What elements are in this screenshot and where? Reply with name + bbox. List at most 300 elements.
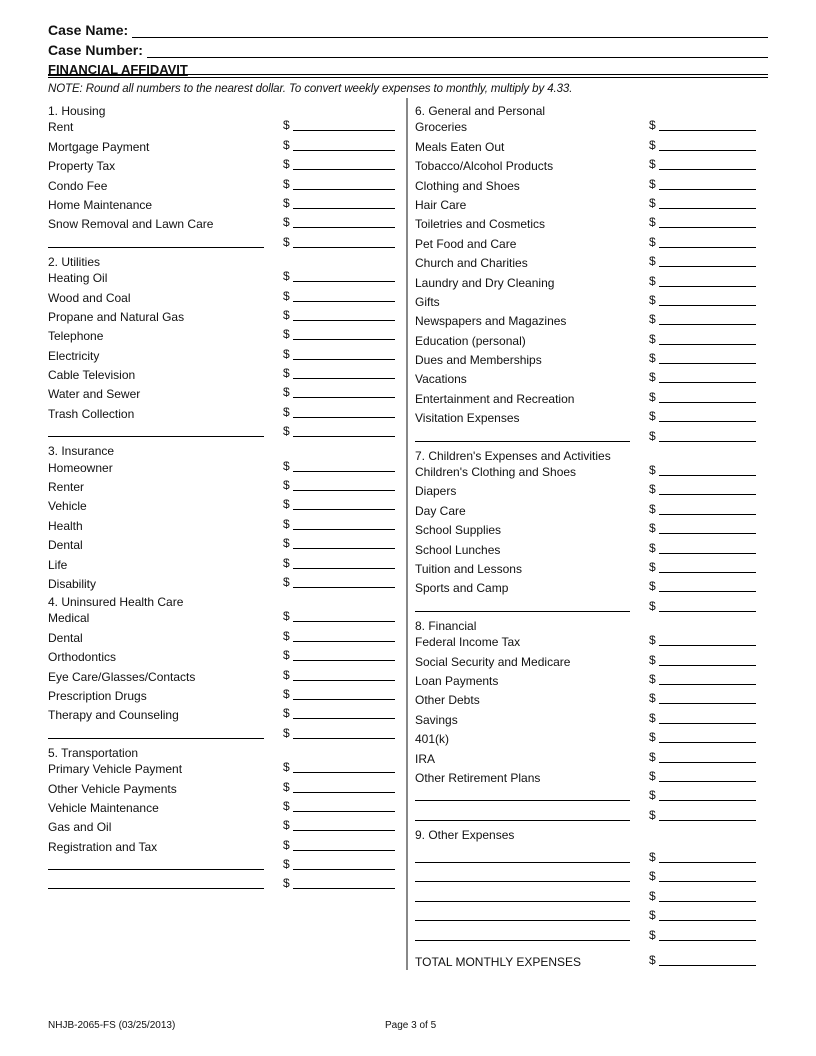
amount-field-federal-income-tax[interactable] [659,645,756,646]
dollar-sign: $ [283,706,290,721]
expense-label: School Supplies [415,523,502,538]
amount-field-disability[interactable] [293,587,395,588]
expense-label: Vacations [415,372,467,387]
amount-field-rent[interactable] [293,130,395,131]
section-title: 6. General and Personal [415,104,546,118]
rounding-note: NOTE: Round all numbers to the nearest dollar. To convert weekly expenses to monthly, multiply by 4.33. [48,83,573,95]
expense-row-health [48,513,398,532]
expense-row-dental [48,625,398,644]
form-id: NHJB-2065-FS (03/25/2013) [48,1020,176,1031]
dollar-sign: $ [283,424,290,439]
amount-field-dental[interactable] [293,548,395,549]
dollar-sign: $ [649,482,656,497]
dollar-sign: $ [283,628,290,643]
amount-field-primary-vehicle-payment[interactable] [293,772,395,773]
amount-field-cable-television[interactable] [293,378,395,379]
other-expense-description-field[interactable] [415,901,630,902]
amount-field-property-tax[interactable] [293,169,395,170]
expense-row-diapers [415,479,760,498]
section-title: 3. Insurance [48,444,115,459]
expense-label: Life [48,557,68,572]
amount-field-tuition-and-lessons[interactable] [659,572,756,573]
other-expense-description-field[interactable] [415,920,630,921]
other-expense-description-field[interactable] [48,247,264,248]
expense-row-wood-and-coal [48,285,398,304]
column-divider [406,98,408,970]
amount-field-other[interactable] [659,881,756,882]
expense-row-therapy-and-counseling [48,703,398,722]
amount-field-life[interactable] [293,568,395,569]
other-expense-row [415,425,760,444]
dollar-sign: $ [283,648,290,663]
other-expense-description-field[interactable] [48,869,264,870]
expense-label: Clothing and Shoes [415,178,520,193]
other-expense-description-field[interactable] [415,820,630,821]
expense-row-water-and-sewer [48,382,398,401]
dollar-sign: $ [649,908,656,923]
amount-field-mortgage-payment[interactable] [293,150,395,151]
amount-field-condo-fee[interactable] [293,189,395,190]
amount-field-newspapers-and-magazines[interactable] [659,324,756,325]
other-expense-row [48,231,398,250]
expense-row-snow-removal-and-lawn-care [48,212,398,231]
amount-field-other[interactable] [659,800,756,801]
dollar-sign: $ [283,234,290,249]
amount-field-other-debts[interactable] [659,703,756,704]
case-name-label: Case Name: [48,22,129,38]
amount-field-diapers[interactable] [659,494,756,495]
expense-row-church-and-charities [415,251,760,270]
expense-row-eye-care-glasses-contacts [48,664,398,683]
expense-label: Hair Care [415,197,467,212]
other-expense-row [48,722,398,741]
amount-field-eye-care-glasses-contacts[interactable] [293,680,395,681]
amount-field-renter[interactable] [293,490,395,491]
amount-field-other[interactable] [293,738,395,739]
total-row [415,950,760,969]
expense-label: School Lunches [415,542,501,557]
expense-label: Education (personal) [415,333,526,348]
expense-row-visitation-expenses [415,406,760,425]
dollar-sign: $ [283,478,290,493]
dollar-sign: $ [649,463,656,478]
section-9-other-expenses [415,828,760,944]
dollar-sign: $ [649,869,656,884]
dollar-sign: $ [649,331,656,346]
expense-label: Gas and Oil [48,820,112,835]
amount-field-dental[interactable] [293,641,395,642]
amount-field-other[interactable] [659,940,756,941]
expense-label: Groceries [415,120,468,135]
amount-field-health[interactable] [293,529,395,530]
amount-field-pet-food-and-care[interactable] [659,247,756,248]
amount-field-vacations[interactable] [659,382,756,383]
amount-field-other[interactable] [293,869,395,870]
expense-row-savings [415,707,760,726]
dollar-sign: $ [283,215,290,230]
expense-label: Wood and Coal [48,290,131,305]
expense-label: Children's Clothing and Shoes [415,465,577,480]
expense-row-orthodontics [48,645,398,664]
amount-field-snow-removal-and-lawn-care[interactable] [293,227,395,228]
dollar-sign: $ [649,953,656,968]
dollar-sign: $ [283,667,290,682]
expense-label: Snow Removal and Lawn Care [48,217,214,232]
dollar-sign: $ [649,137,656,152]
other-expense-description-field[interactable] [415,940,630,941]
amount-field-homeowner[interactable] [293,471,395,472]
expense-label: Water and Sewer [48,387,141,402]
dollar-sign: $ [283,288,290,303]
dollar-sign: $ [283,307,290,322]
amount-field-other[interactable] [659,920,756,921]
dollar-sign: $ [283,269,290,284]
other-expense-row [415,924,760,943]
page-title: FINANCIAL AFFIDAVIT [48,62,188,77]
expense-row-prescription-drugs [48,684,398,703]
dollar-sign: $ [649,540,656,555]
expense-label: Toiletries and Cosmetics [415,217,546,232]
other-expense-row [415,847,760,866]
expense-row-school-supplies [415,518,760,537]
amount-field-gifts[interactable] [659,305,756,306]
amount-field-children-s-clothing-and-shoes[interactable] [659,475,756,476]
expense-row-pet-food-and-care [415,231,760,250]
amount-field-other[interactable] [659,611,756,612]
expense-label: Electricity [48,348,100,363]
amount-field-water-and-sewer[interactable] [293,397,395,398]
expense-row-vehicle-maintenance [48,796,398,815]
dollar-sign: $ [649,927,656,942]
other-expense-description-field[interactable] [415,862,630,863]
dollar-sign: $ [649,118,656,133]
dollar-sign: $ [649,850,656,865]
expense-label: Newspapers and Magazines [415,314,567,329]
expense-row-life [48,552,398,571]
expense-label: Savings [415,712,458,727]
dollar-sign: $ [649,598,656,613]
amount-field-school-supplies[interactable] [659,533,756,534]
case-name-row [48,22,768,38]
other-expense-description-field[interactable] [415,441,630,442]
amount-field-vehicle[interactable] [293,509,395,510]
expense-label: Tobacco/Alcohol Products [415,159,554,174]
expense-label: Tuition and Lessons [415,561,522,576]
section-7-children-s-expenses-and-activities [415,449,760,615]
amount-field-trash-collection[interactable] [293,417,395,418]
dollar-sign: $ [649,292,656,307]
dollar-sign: $ [283,609,290,624]
expense-row-vacations [415,367,760,386]
other-expense-row [415,785,760,804]
expense-row-dues-and-memberships [415,348,760,367]
dollar-sign: $ [649,633,656,648]
amount-field-wood-and-coal[interactable] [293,301,395,302]
expense-row-condo-fee [48,173,398,192]
amount-field-other[interactable] [659,441,756,442]
dollar-sign: $ [649,501,656,516]
expense-row-ira [415,746,760,765]
other-expense-row [415,866,760,885]
section-title: 4. Uninsured Health Care [48,594,184,609]
dollar-sign: $ [649,807,656,822]
expense-label: Visitation Expenses [415,411,520,426]
expense-row-home-maintenance [48,193,398,212]
amount-field-other[interactable] [293,888,395,889]
expense-label: Primary Vehicle Payment [48,762,183,777]
other-expense-row [415,905,760,924]
dollar-sign: $ [649,273,656,288]
dollar-sign: $ [649,888,656,903]
other-expense-description-field[interactable] [415,800,630,801]
amount-field-laundry-and-dry-cleaning[interactable] [659,286,756,287]
amount-field-heating-oil[interactable] [293,281,395,282]
amount-field-education-personal[interactable] [659,344,756,345]
amount-field-social-security-and-medicare[interactable] [659,665,756,666]
dollar-sign: $ [283,760,290,775]
expense-label: Sports and Camp [415,581,509,596]
other-expense-row [48,873,398,892]
expense-row-loan-payments [415,669,760,688]
amount-field-other-vehicle-payments[interactable] [293,792,395,793]
expense-label: 401(k) [415,732,450,747]
expense-row-cable-television [48,363,398,382]
expense-label: Mortgage Payment [48,139,150,154]
expense-row-other-vehicle-payments [48,776,398,795]
amount-field-other[interactable] [659,862,756,863]
expense-row-disability [48,572,398,591]
expense-row-sports-and-camp [415,576,760,595]
expense-label: Dues and Memberships [415,353,542,368]
dollar-sign: $ [649,215,656,230]
section-title: 2. Utilities [48,254,101,269]
expense-label: Therapy and Counseling [48,708,179,723]
dollar-sign: $ [283,516,290,531]
expense-row-laundry-and-dry-cleaning [415,270,760,289]
dollar-sign: $ [649,370,656,385]
dollar-sign: $ [283,157,290,172]
amount-field-other[interactable] [659,901,756,902]
expense-label: Cable Television [48,368,136,383]
expense-row-vehicle [48,494,398,513]
other-expense-description-field[interactable] [48,888,264,889]
total-label: TOTAL MONTHLY EXPENSES [415,955,582,970]
expense-row-electricity [48,343,398,362]
amount-field-toiletries-and-cosmetics[interactable] [659,227,756,228]
dollar-sign: $ [283,857,290,872]
expense-row-propane-and-natural-gas [48,305,398,324]
expense-label: Condo Fee [48,178,108,193]
expense-label: Vehicle Maintenance [48,800,159,815]
dollar-sign: $ [649,351,656,366]
page-number: Page 3 of 5 [385,1020,437,1031]
amount-field-other[interactable] [293,436,395,437]
dollar-sign: $ [649,730,656,745]
amount-field-therapy-and-counseling[interactable] [293,718,395,719]
expense-row-newspapers-and-magazines [415,309,760,328]
expense-label: Day Care [415,503,466,518]
expense-row-medical [48,606,398,625]
dollar-sign: $ [649,234,656,249]
expense-label: Other Retirement Plans [415,770,541,785]
expense-row-federal-income-tax [415,630,760,649]
expense-label: Trash Collection [48,406,135,421]
amount-field-401-k[interactable] [659,742,756,743]
expense-label: Rent [48,120,74,135]
dollar-sign: $ [283,195,290,210]
section-2-utilities [48,255,398,441]
amount-field-church-and-charities[interactable] [659,266,756,267]
expense-label: Dental [48,630,83,645]
dollar-sign: $ [649,195,656,210]
expense-label: Orthodontics [48,650,117,665]
expense-label: Medical [48,611,90,626]
dollar-sign: $ [283,837,290,852]
section-title: 9. Other Expenses [415,827,515,842]
expense-label: Disability [48,576,97,591]
amount-field-day-care[interactable] [659,514,756,515]
other-expense-row [415,595,760,614]
other-expense-row [48,854,398,873]
dollar-sign: $ [283,876,290,891]
expense-row-clothing-and-shoes [415,173,760,192]
amount-field-other[interactable] [659,820,756,821]
section-5-transportation [48,746,398,893]
expense-label: Loan Payments [415,673,499,688]
expense-row-meals-eaten-out [415,134,760,153]
left-column [48,104,398,896]
expense-row-rent [48,115,398,134]
expense-label: Entertainment and Recreation [415,391,575,406]
amount-field-gas-and-oil[interactable] [293,830,395,831]
expense-row-other-debts [415,688,760,707]
dollar-sign: $ [283,366,290,381]
dollar-sign: $ [283,385,290,400]
amount-field-savings[interactable] [659,723,756,724]
case-number-label: Case Number: [48,42,143,58]
amount-field-orthodontics[interactable] [293,660,395,661]
amount-field-telephone[interactable] [293,339,395,340]
amount-field-other[interactable] [293,247,395,248]
expense-label: Renter [48,480,85,495]
section-1-housing [48,104,398,251]
dollar-sign: $ [283,818,290,833]
amount-field-loan-payments[interactable] [659,684,756,685]
section-8-financial [415,619,760,824]
dollar-sign: $ [649,788,656,803]
expense-label: Pet Food and Care [415,236,517,251]
amount-field-home-maintenance[interactable] [293,208,395,209]
expense-label: Meals Eaten Out [415,139,505,154]
expense-row-children-s-clothing-and-shoes [415,460,760,479]
expense-row-day-care [415,498,760,517]
amount-field-medical[interactable] [293,621,395,622]
other-expense-description-field[interactable] [48,738,264,739]
dollar-sign: $ [283,725,290,740]
dollar-sign: $ [649,428,656,443]
dollar-sign: $ [283,686,290,701]
dollar-sign: $ [649,691,656,706]
expense-row-renter [48,475,398,494]
dollar-sign: $ [649,559,656,574]
dollar-sign: $ [283,497,290,512]
expense-row-other-retirement-plans [415,766,760,785]
expense-row-gas-and-oil [48,815,398,834]
expense-row-tobacco-alcohol-products [415,154,760,173]
amount-field-electricity[interactable] [293,359,395,360]
dollar-sign: $ [649,579,656,594]
expense-row-heating-oil [48,266,398,285]
expense-row-mortgage-payment [48,134,398,153]
amount-field-clothing-and-shoes[interactable] [659,189,756,190]
expense-row-homeowner [48,455,398,474]
section-3-insurance [48,444,398,591]
dollar-sign: $ [649,389,656,404]
case-name-field[interactable] [132,25,768,38]
expense-label: Gifts [415,294,440,309]
expense-label: Vehicle [48,499,87,514]
other-expense-description-field[interactable] [415,611,630,612]
other-expense-description-field[interactable] [48,436,264,437]
section-4-uninsured-health-care [48,595,398,742]
amount-field-sports-and-camp[interactable] [659,591,756,592]
expense-label: Propane and Natural Gas [48,309,185,324]
expense-row-social-security-and-medicare [415,649,760,668]
other-expense-row [415,804,760,823]
amount-field-visitation-expenses[interactable] [659,421,756,422]
dollar-sign: $ [649,671,656,686]
expense-row-groceries [415,115,760,134]
expense-row-registration-and-tax [48,834,398,853]
amount-field-vehicle-maintenance[interactable] [293,811,395,812]
other-expense-row [415,885,760,904]
amount-field-dues-and-memberships[interactable] [659,363,756,364]
header-rule [48,74,768,75]
case-number-field[interactable] [147,45,768,58]
dollar-sign: $ [649,768,656,783]
expense-row-telephone [48,324,398,343]
amount-field-registration-and-tax[interactable] [293,850,395,851]
dollar-sign: $ [649,521,656,536]
dollar-sign: $ [283,137,290,152]
amount-field-prescription-drugs[interactable] [293,699,395,700]
expense-label: Heating Oil [48,271,108,286]
dollar-sign: $ [283,555,290,570]
amount-field-ira[interactable] [659,762,756,763]
amount-field-groceries[interactable] [659,130,756,131]
amount-field-tobacco-alcohol-products[interactable] [659,169,756,170]
expense-label: Home Maintenance [48,197,153,212]
dollar-sign: $ [649,749,656,764]
expense-row-school-lunches [415,537,760,556]
other-expense-description-field[interactable] [415,881,630,882]
amount-field-meals-eaten-out[interactable] [659,150,756,151]
expense-label: Property Tax [48,159,116,174]
expense-label: Social Security and Medicare [415,654,571,669]
dollar-sign: $ [283,404,290,419]
amount-field-propane-and-natural-gas[interactable] [293,320,395,321]
amount-field-school-lunches[interactable] [659,553,756,554]
expense-row-gifts [415,290,760,309]
amount-field-hair-care[interactable] [659,208,756,209]
dollar-sign: $ [649,312,656,327]
section-6-general-and-personal [415,104,760,445]
amount-field-total-monthly-expenses[interactable] [659,965,756,966]
amount-field-entertainment-and-recreation[interactable] [659,402,756,403]
dollar-sign: $ [283,346,290,361]
expense-row-entertainment-and-recreation [415,386,760,405]
amount-field-other-retirement-plans[interactable] [659,781,756,782]
